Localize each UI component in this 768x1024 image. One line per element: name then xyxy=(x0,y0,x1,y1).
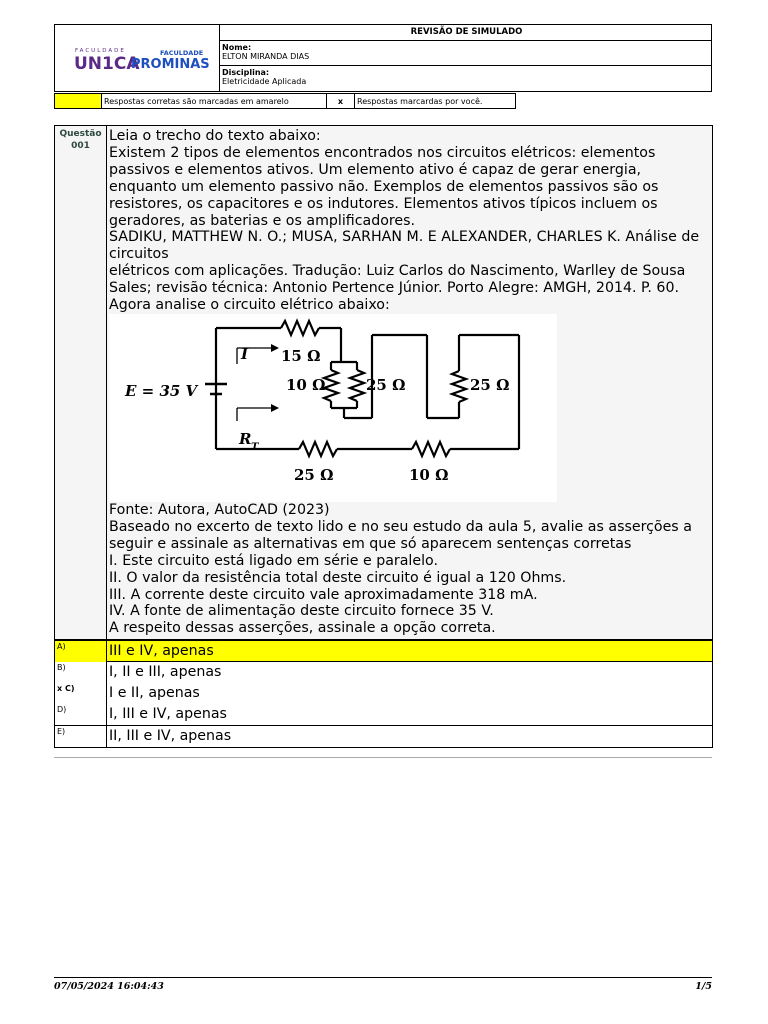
legend-marked-text: Respostas marcardas por você. xyxy=(355,93,516,109)
resistor-15-label: 15 Ω xyxy=(281,346,321,365)
question-line: II. O valor da resistência total deste circuito é igual a 120 Ohms. xyxy=(109,569,567,586)
nome-label: Nome: xyxy=(222,43,252,52)
footer-page-number: 1/5 xyxy=(695,981,712,992)
question-line: A respeito dessas asserções, assinale a opção correta. xyxy=(109,620,496,637)
header-box xyxy=(54,24,712,92)
logo xyxy=(55,25,220,91)
footer-divider xyxy=(54,977,712,978)
question-number-value: 001 xyxy=(71,141,90,151)
source-label: E = 35 V xyxy=(125,381,198,400)
section-divider xyxy=(54,757,712,758)
discipline-row xyxy=(220,66,711,91)
question-line: elétricos com aplicações. Tradução: Luiz Carlos do Nascimento, Warlley de Sousa Sales; revisão técnica: Antonio Pertence Júnior. Porto Alegre: AMGH, 2014. P. 60. xyxy=(109,263,686,297)
option-b[interactable] xyxy=(54,662,713,684)
nome-value: ELTON MIRANDA DIAS xyxy=(222,52,310,61)
resistor-25-parallel-label: 25 Ω xyxy=(366,375,406,394)
resistor-10-parallel-label: 10 Ω xyxy=(286,375,326,394)
option-text: I, II e III, apenas xyxy=(109,664,222,680)
option-e[interactable] xyxy=(54,726,713,748)
svg-text:PROMINAS: PROMINAS xyxy=(131,57,210,72)
question-line: I. Este circuito está ligado em série e paralelo. xyxy=(109,552,438,569)
option-text: I e II, apenas xyxy=(109,685,200,701)
resistor-25-bottom-label: 25 Ω xyxy=(294,465,334,484)
question-line: IV. A fonte de alimentação deste circuito fornece 35 V. xyxy=(109,603,494,620)
option-text: II, III e IV, apenas xyxy=(109,728,232,744)
option-text: III e IV, apenas xyxy=(109,643,214,659)
option-letter: B) xyxy=(55,662,107,683)
question-line: III. A corrente deste circuito vale aproximadamente 318 mA. xyxy=(109,586,538,603)
option-letter: A) xyxy=(55,641,107,662)
question-line: Fonte: Autora, AutoCAD (2023) xyxy=(109,501,330,518)
resistor-10-bottom-label: 10 Ω xyxy=(409,465,449,484)
question-line: Leia o trecho do texto abaixo: xyxy=(109,128,321,144)
svg-text:FACULDADE: FACULDADE xyxy=(160,49,204,57)
question-block xyxy=(54,125,713,640)
option-letter: E) xyxy=(55,726,107,747)
question-number xyxy=(55,126,107,639)
option-text: I, III e IV, apenas xyxy=(109,706,227,722)
question-line: Agora analise o circuito elétrico abaixo: xyxy=(109,297,390,314)
page-title: REVISÃO DE SIMULADO xyxy=(220,25,711,41)
option-letter: D) xyxy=(55,704,107,725)
rt-label: R xyxy=(239,429,252,448)
legend-mark: x xyxy=(327,93,355,109)
question-line: Existem 2 tipos de elementos encontrados nos circuitos elétricos: elementos passivos e elementos ativos. Um elemento ativo é capaz de gerar energia, enquanto um elemento passivo não. Exemplos de elementos passivos são os resistores, os capacitores e os indutores. Elementos ativos típicos incluem os geradores, as baterias e os amplificadores. xyxy=(109,144,659,229)
footer-datetime: 07/05/2024 16:04:43 xyxy=(54,981,164,992)
circuit-diagram xyxy=(109,314,557,502)
rt-subscript: T xyxy=(251,441,259,453)
question-line: Baseado no excerto de texto lido e no seu estudo da aula 5, avalie as asserções a seguir e assinale as alternativas em que só aparecem sentenças corretas xyxy=(109,518,692,552)
option-d[interactable] xyxy=(54,704,713,726)
legend-yellow-swatch xyxy=(54,93,102,109)
svg-text:UN1CA: UN1CA xyxy=(74,54,140,74)
option-c[interactable] xyxy=(54,683,713,705)
option-a[interactable] xyxy=(54,640,713,662)
legend-correct-text: Respostas corretas são marcadas em amarelo xyxy=(102,93,327,109)
question-line: SADIKU, MATTHEW N. O.; MUSA, SARHAN M. E ALEXANDER, CHARLES K. Análise de circuitos xyxy=(109,229,700,263)
circuit-figure xyxy=(109,314,557,502)
student-name-row xyxy=(220,41,711,66)
faculdade-logo-icon xyxy=(55,25,220,91)
disciplina-label: Disciplina: xyxy=(222,68,270,77)
current-label: I xyxy=(241,344,249,363)
question-label: Questão xyxy=(59,129,102,139)
disciplina-value: Eletricidade Aplicada xyxy=(222,77,307,86)
option-letter: x C) xyxy=(55,683,107,704)
svg-text:FACULDADE: FACULDADE xyxy=(75,48,126,54)
question-text xyxy=(109,128,709,637)
resistor-25-right-label: 25 Ω xyxy=(470,375,510,394)
